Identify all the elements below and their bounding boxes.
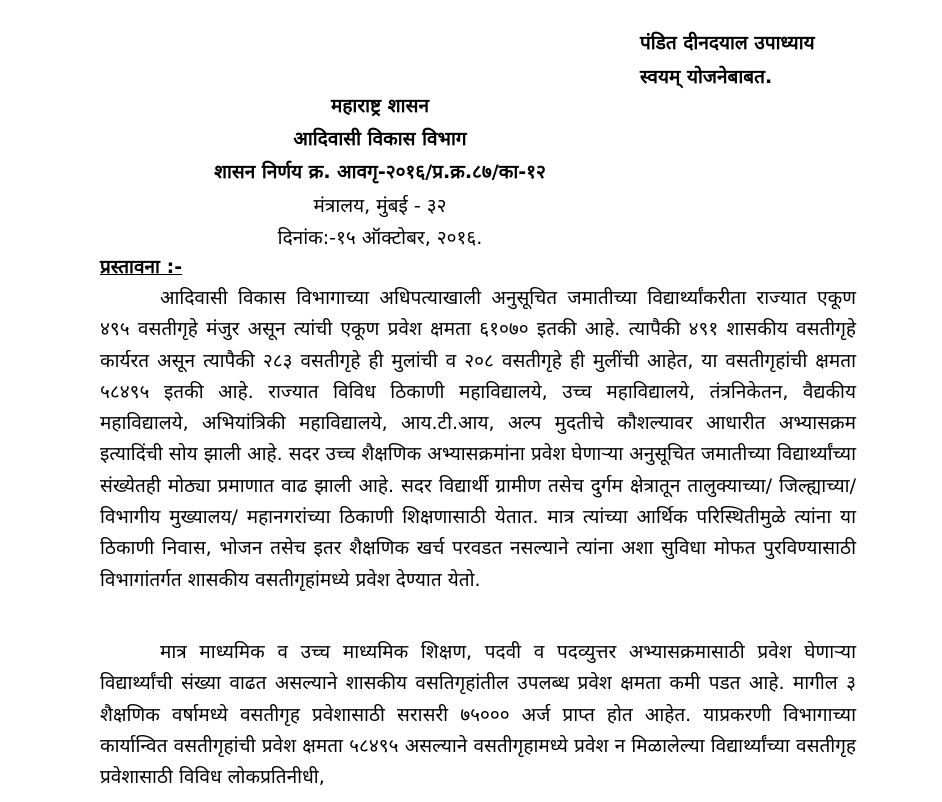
government-name: महाराष्ट्र शासन bbox=[330, 95, 429, 117]
preamble-paragraph-1: आदिवासी विकास विभागाच्या अधिपत्याखाली अनुसूचित जमातीच्या विद्यार्थ्यांकरीता राज्यात एकूण ४९५ वसतीगृहे मंजुर असून त्यांची एकूण प्रवेश क्षमता ६१०७० इतकी आहे. त्यापैकी ४९१ शासकीय वसतीगृहे कार्यरत असून त्यापैकी २८३ वसतीगृहे ही मुलांची व २०८ वसतीगृहे ही मुलींची आहेत, या वसतीगृहांची क्षमता ५८४९५ इतकी आहे. राज्यात विविध ठिकाणी महाविद्यालये, उच्च महाविद्यालये, तंत्रनिकेतन, वैद्यकीय महाविद्यालये, अभियांत्रिकी महाविद्यालये, आय.टी.आय, अल्प मुदतीचे कौशल्यावर आधारीत अभ्यासक्रम इत्यादिंची सोय झाली आहे. सदर उच्च शैक्षणिक अभ्यासक्रमांना प्रवेश घेणाऱ्या अनुसूचित जमातीच्या विद्यार्थ्यांच्या संख्येतही मोठ्या प्रमाणात वाढ झाली आहे. सदर विद्यार्थी ग्रामीण तसेच दुर्गम क्षेत्रातून तालुक्याच्या/ जिल्ह्याच्या/ विभागीय मुख्यालय/ महानगरांच्या ठिकाणी शिक्षणासाठी येतात. मात्र त्यांच्या आर्थिक परिस्थितीमुळे त्यांना या ठिकाणी निवास, भोजन तसेच इतर शैक्षणिक खर्च परवडत नसल्याने त्यांना अशा सुविधा मोफत पुरविण्यासाठी विभागांतर्गत शासकीय वसतीगृहांमध्ये प्रवेश देण्यात येतो. bbox=[100, 287, 856, 591]
place-line: मंत्रालय, मुंबई - ३२ bbox=[313, 195, 447, 217]
resolution-number: शासन निर्णय क्र. आवगृ-२०१६/प्र.क्र.८७/का-१२ bbox=[214, 161, 546, 183]
subject-block bbox=[640, 26, 815, 94]
subject-line-2: स्वयम् योजनेबाबत. bbox=[640, 66, 773, 88]
date-line: दिनांक:-१५ ऑक्टोबर, २०१६. bbox=[277, 227, 483, 249]
preamble-title: प्रस्तावना :- bbox=[100, 256, 183, 278]
department-name: आदिवासी विकास विभाग bbox=[293, 128, 467, 150]
preamble-paragraph-2: मात्र माध्यमिक व उच्च माध्यमिक शिक्षण, पदवी व पदव्युत्तर अभ्यासक्रमासाठी प्रवेश घेणाऱ्या विद्यार्थ्यांची संख्या वाढत असल्याने शासकीय वसतिगृहांतील उपलब्ध प्रवेश क्षमता कमी पडत आहे. मागील ३ शैक्षणिक वर्षामध्ये वसतीगृह प्रवेशासाठी सरासरी ७५००० अर्ज प्राप्त होत आहेत. याप्रकरणी विभागाच्या कार्यान्वित वसतीगृहांची प्रवेश क्षमता ५८४९५ असल्याने वसतीगृहामध्ये प्रवेश न मिळालेल्या विद्यार्थ्यांच्या वसतीगृह प्रवेशासाठी विविध लोकप्रतिनीधी, bbox=[100, 641, 856, 789]
subject-line-1: पंडित दीनदयाल उपाध्याय bbox=[640, 32, 815, 54]
